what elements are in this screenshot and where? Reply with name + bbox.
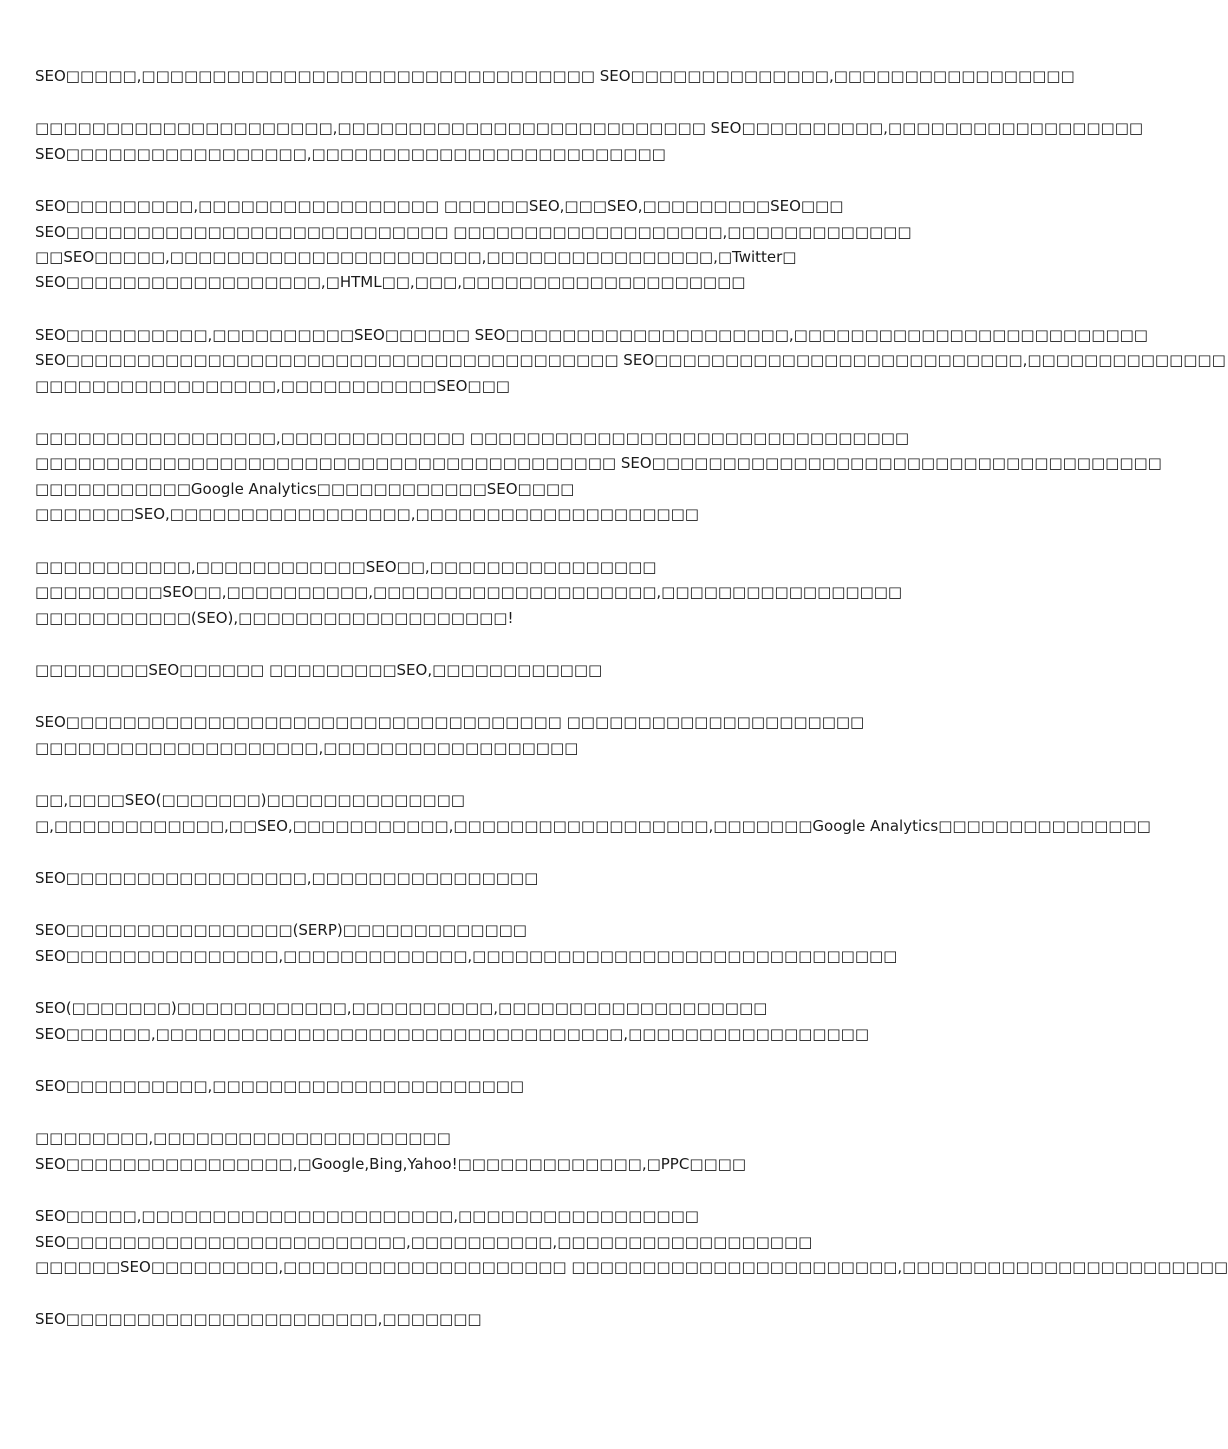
paragraph	[35, 1074, 995, 1099]
paragraph	[35, 194, 995, 296]
text-line: SEO□□□□□□□□□□□□□□□□□□□□□□□□□□□□□□□□□□□□□□□ SEO□□□□□□□□□□□□□□□□□□□□□□□□□□,□□□□□□□□□□□□□□	[35, 351, 1226, 370]
text-line: SEO□□□□□,□□□□□□□□□□□□□□□□□□□□□□,□□□□□□□□□□□□□□□□□	[35, 1207, 699, 1226]
text-line: SEO□□□□□□□□□□□□□□□□□□□□□□□□□□□ □□□□□□□□□□□□□□□□□□□,□□□□□□□□□□□□□	[35, 222, 912, 241]
text-line: SEO□□□□□□□□□□□□□□□□□,□□□□□□□□□□□□□□□□□□□□□□□□□	[35, 144, 666, 163]
text-line: SEO□□□□□□□□□□,□□□□□□□□□□SEO□□□□□□ SEO□□□□□□□□□□□□□□□□□□□□,□□□□□□□□□□□□□□□□□□□□□□□□□	[35, 325, 1148, 344]
text-line: SEO□□□□□,□□□□□□□□□□□□□□□□□□□□□□□□□□□□□□□□ SEO□□□□□□□□□□□□□□,□□□□□□□□□□□□□□□□□	[35, 67, 1075, 85]
paragraph	[35, 64, 1075, 89]
text-line: SEO□□□□□□,□□□□□□□□□□□□□□□□□□□□□□□□□□□□□□□□□,□□□□□□□□□□□□□□□□□	[35, 1024, 869, 1043]
text-line: □□□□□□□□□□□□□□□□□□□□□□□□□□□□□□□□□□□□□□□□□ SEO□□□□□□□□□□□□□□□□□□□□□□□□□□□□□□□□□□□□	[35, 454, 1162, 473]
text-line: □□□□□□□□□SEO□□,□□□□□□□□□□,□□□□□□□□□□□□□□□□□□□□,□□□□□□□□□□□□□□□□□	[35, 583, 903, 602]
text-line: □□□□□□□□□□□□□□□□□,□□□□□□□□□□□SEO□□□	[35, 376, 510, 395]
text-line: □□,□□□□SEO(□□□□□□□)□□□□□□□□□□□□□□	[35, 791, 465, 810]
paragraph	[35, 918, 995, 969]
text-line: □□□□□□SEO□□□□□□□□□,□□□□□□□□□□□□□□□□□□□□ □□□□□□□□□□□□□□□□□□□□□□□,□□□□□□□□□□□□□□□□□□□□□□□	[35, 1258, 1228, 1276]
paragraph	[35, 116, 1144, 167]
text-line: □□□□□□□□□□□Google Analytics□□□□□□□□□□□□SEO□□□□	[35, 479, 575, 498]
text-line: SEO□□□□□□□□□□□□□□□□□,□□□□□□□□□□□□□□□□	[35, 868, 539, 887]
text-line: SEO□□□□□□□□□□□□□□□□□□□□□□□□,□□□□□□□□□□,□□□□□□□□□□□□□□□□□□	[35, 1232, 813, 1251]
paragraph	[35, 996, 995, 1047]
text-line: SEO(□□□□□□□)□□□□□□□□□□□□,□□□□□□□□□□,□□□□□□□□□□□□□□□□□□□	[35, 999, 768, 1018]
paragraph	[35, 555, 995, 631]
paragraph	[35, 1204, 1228, 1280]
text-line: □□□□□□□□SEO□□□□□□ □□□□□□□□□SEO,□□□□□□□□□□□□	[35, 660, 603, 679]
paragraph	[35, 658, 995, 683]
document-body	[35, 64, 1228, 1360]
text-line: SEO□□□□□□□□□,□□□□□□□□□□□□□□□□□ □□□□□□SEO,□□□SEO,□□□□□□□□□SEO□□□	[35, 197, 844, 216]
paragraph	[35, 710, 995, 761]
text-line: SEO□□□□□□□□□□□□□□□□□□□□□□□□□□□□□□□□□□□ □□□□□□□□□□□□□□□□□□□□□	[35, 713, 865, 732]
paragraph	[35, 426, 1162, 528]
text-line: □□□□□□□□□□□(SEO),□□□□□□□□□□□□□□□□□□□!	[35, 608, 514, 627]
paragraph	[35, 323, 1226, 399]
text-line: □□SEO□□□□□,□□□□□□□□□□□□□□□□□□□□□□,□□□□□□□□□□□□□□□□,□Twitter□	[35, 248, 797, 267]
text-line: □□□□□□□□□□□□□□□□□□□□,□□□□□□□□□□□□□□□□□□	[35, 738, 579, 757]
text-line: □□□□□□□□□□□□□□□□□□□□□,□□□□□□□□□□□□□□□□□□□□□□□□□□ SEO□□□□□□□□□□,□□□□□□□□□□□□□□□□□□	[35, 119, 1144, 138]
text-line: □,□□□□□□□□□□□□,□□SEO,□□□□□□□□□□□,□□□□□□□□□□□□□□□□□□,□□□□□□□Google Analytics□□□□□□□□□□□□□□□	[35, 816, 1151, 835]
text-line: □□□□□□□□□□□,□□□□□□□□□□□□SEO□□,□□□□□□□□□□□□□□□□	[35, 557, 657, 576]
text-line: SEO□□□□□□□□□□□□□□□□(SERP)□□□□□□□□□□□□□	[35, 921, 527, 940]
text-line: SEO□□□□□□□□□□,□□□□□□□□□□□□□□□□□□□□□□	[35, 1076, 525, 1095]
text-line: SEO□□□□□□□□□□□□□□□□□□□□□□,□□□□□□□	[35, 1310, 482, 1329]
text-line: SEO□□□□□□□□□□□□□□□,□□□□□□□□□□□□□,□□□□□□□□□□□□□□□□□□□□□□□□□□□□□□	[35, 946, 898, 965]
text-line: □□□□□□□□,□□□□□□□□□□□□□□□□□□□□□	[35, 1129, 451, 1148]
text-line: SEO□□□□□□□□□□□□□□□□,□Google,Bing,Yahoo!□□□□□□□□□□□□□,□PPC□□□□	[35, 1154, 747, 1173]
text-line: SEO□□□□□□□□□□□□□□□□□□,□HTML□□,□□□,□□□□□□□□□□□□□□□□□□□□	[35, 273, 746, 292]
text-line: □□□□□□□SEO,□□□□□□□□□□□□□□□□□,□□□□□□□□□□□□□□□□□□□□	[35, 505, 699, 524]
paragraph	[35, 1126, 995, 1177]
paragraph	[35, 866, 995, 891]
text-line: □□□□□□□□□□□□□□□□□,□□□□□□□□□□□□□ □□□□□□□□□□□□□□□□□□□□□□□□□□□□□□□	[35, 429, 910, 448]
paragraph	[35, 1307, 995, 1332]
paragraph	[35, 788, 1151, 839]
